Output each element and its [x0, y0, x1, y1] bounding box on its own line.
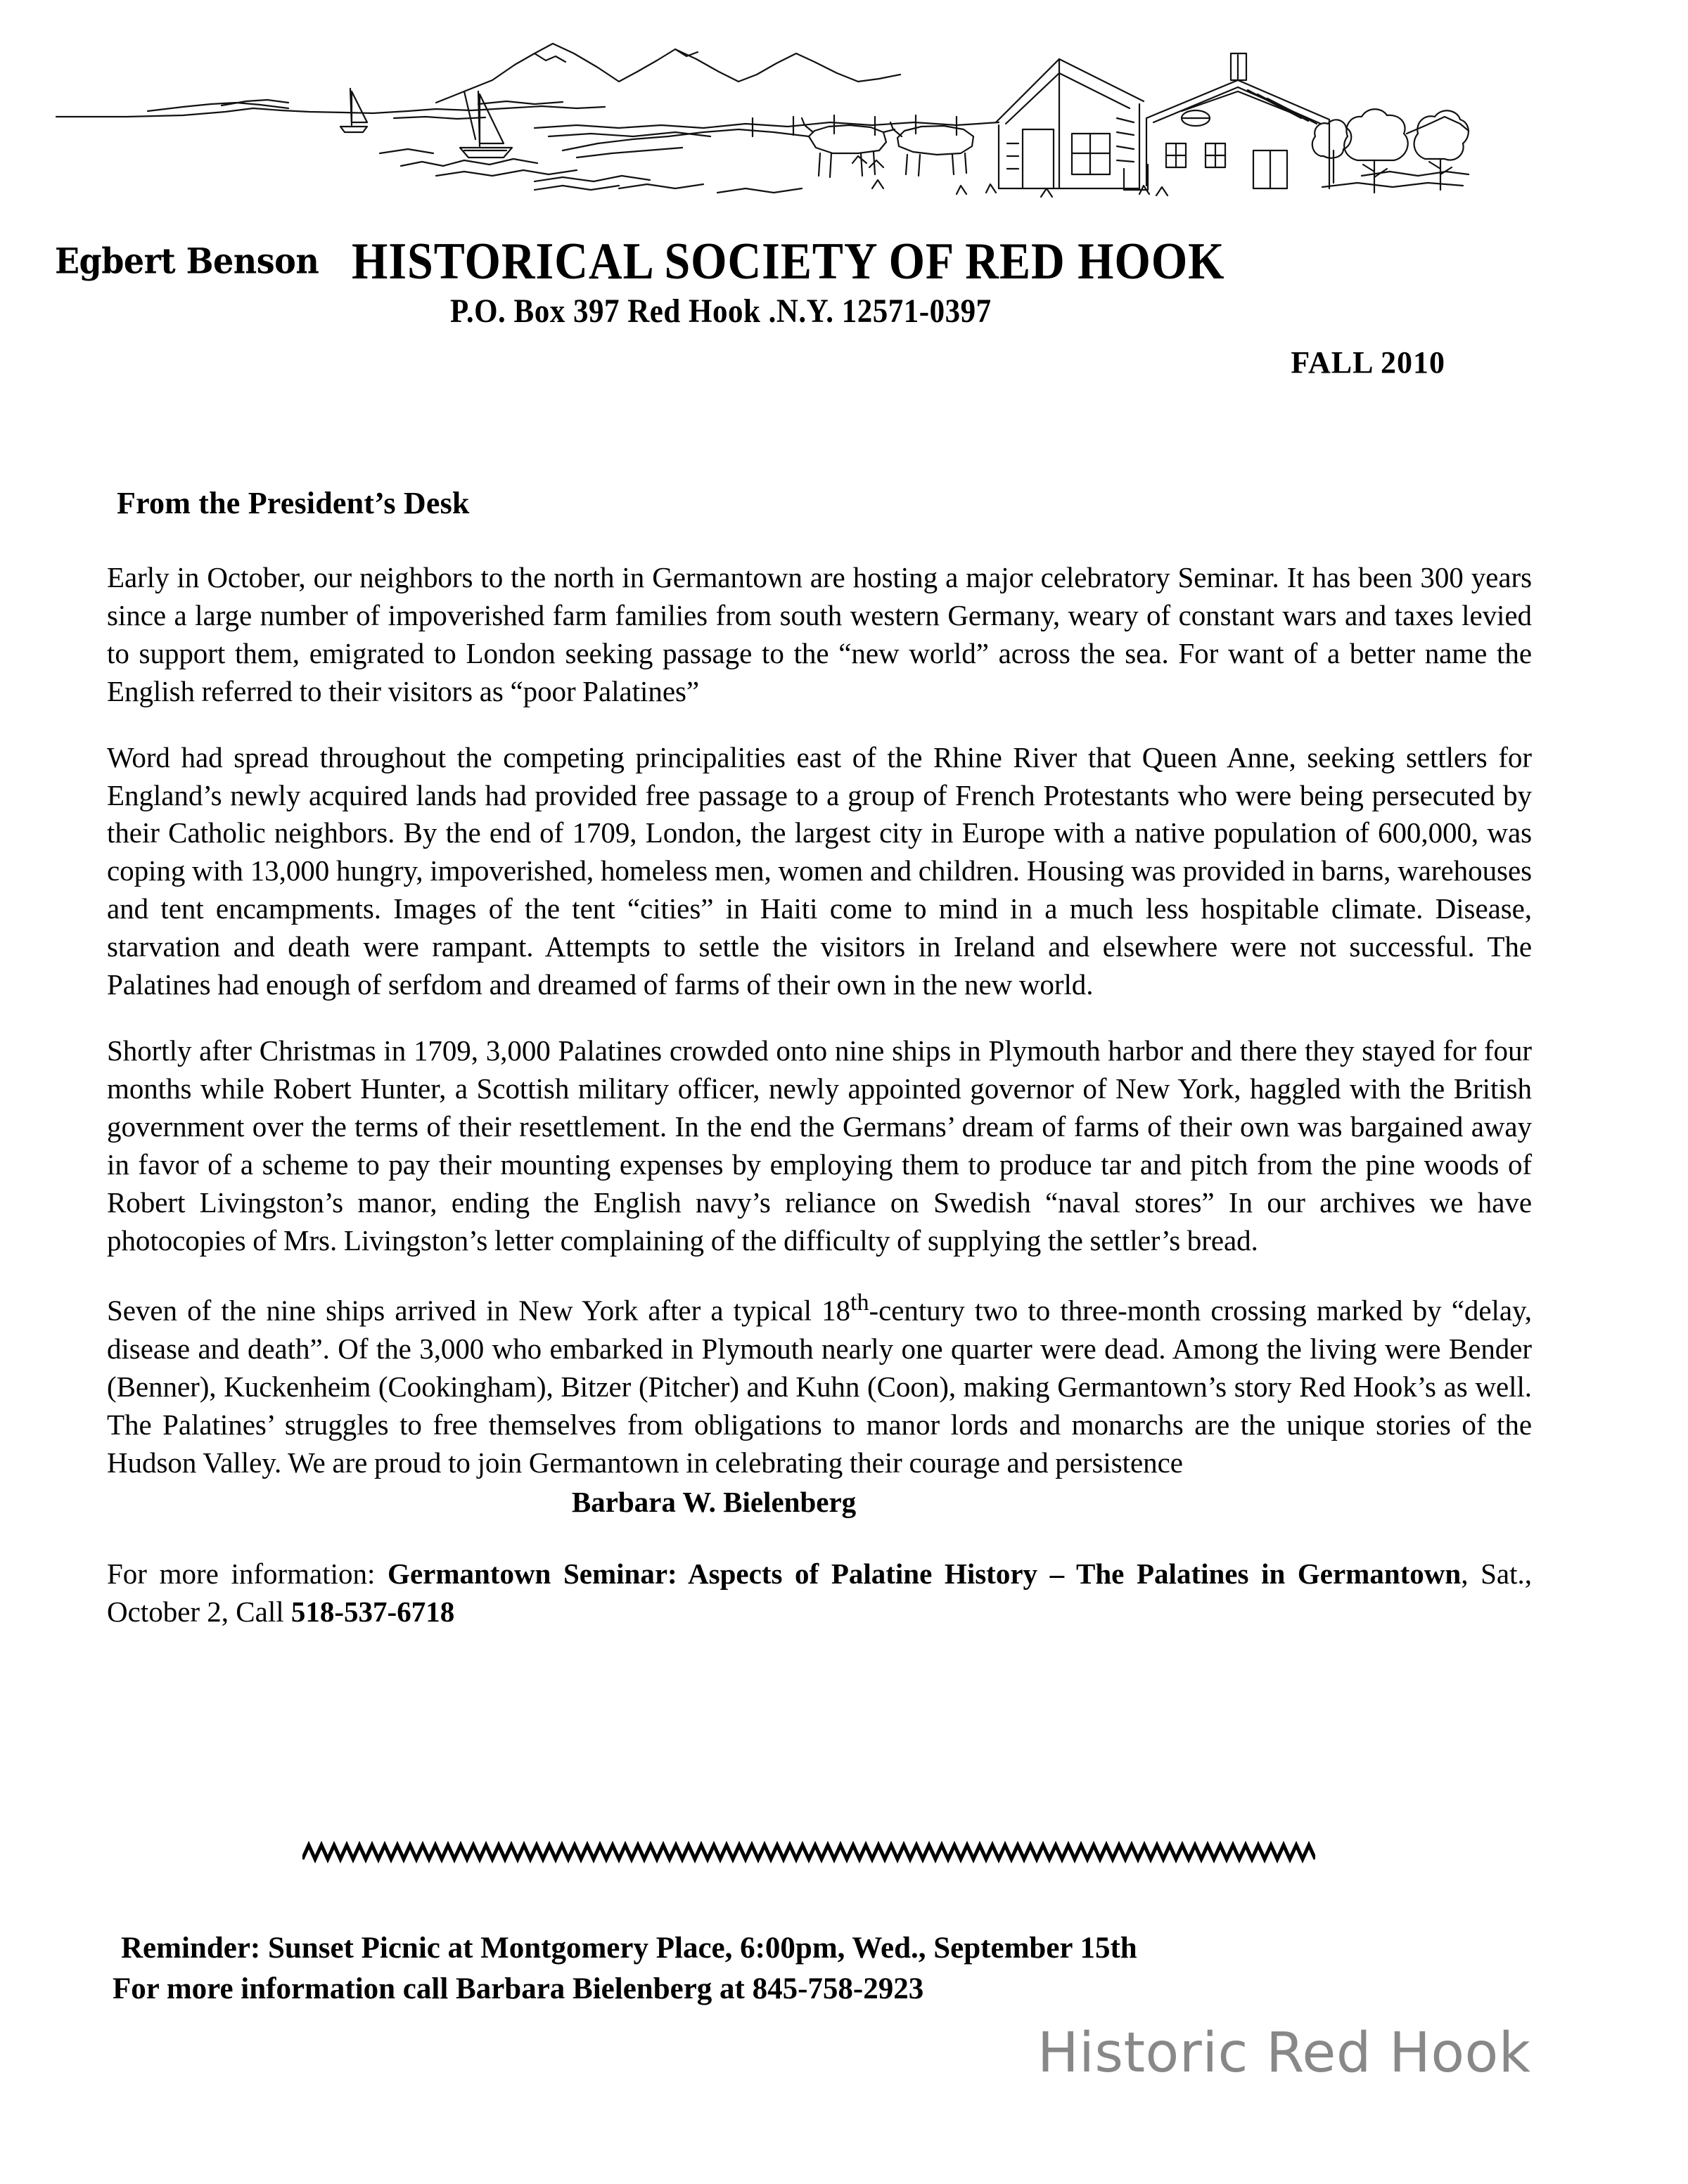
paragraph-3: Shortly after Christmas in 1709, 3,000 Palatines crowded onto nine ships in Plymouth harbor and there they stayed for four months while Robert Hunter, a Scottish military officer, newly appointed governor of New York, haggled with the British government over the terms of their resettlement. In the end the Germans’ dream of farms of their own was bargained away in favor of a scheme to pay their mounting expenses by employing them to produce tar and pitch from the pine woods of Robert Livingston’s manor, ending the English navy’s reliance on Swedish “naval stores” In our archives we have photocopies of Mrs. Livingston’s letter complaining of the difficulty of supplying the settler’s bread. [107, 1034, 1532, 1257]
zigzag-divider [302, 1835, 1315, 1870]
more-information-paragraph [107, 1555, 1532, 1631]
more-info-prefix: For more information: [107, 1557, 388, 1590]
masthead-prefix-name: Egbert Benson [55, 240, 319, 282]
paragraph-4-part1: Seven of the nine ships arrived in New York after a typical 18 [107, 1295, 851, 1328]
paragraph-4 [107, 1287, 1532, 1482]
watermark-label: Historic Red Hook [1037, 2022, 1531, 2085]
article-content [107, 485, 1532, 1631]
seminar-title: Germantown Seminar: Aspects of Palatine History – The Palatines in Germantown [388, 1557, 1462, 1590]
page-title: From the President’s Desk [117, 486, 470, 520]
reminder-contact-line: For more information call Barbara Bielenberg at 845-758-2923 [113, 1972, 924, 2005]
masthead-illustration [42, 13, 1470, 203]
reminder-event-line: Reminder: Sunset Picnic at Montgomery Place, 6:00pm, Wed., September 15th [121, 1932, 1137, 1965]
paragraph-4-part2: -century two to three-month crossing marked by “delay, disease and death”. Of the 3,000 who embarked in Plymouth nearly one quarter were dead. Among the living were Bender (Benner), Kuckenheim (Cookingham), Bitzer (Pitcher) and Kuhn (Coon), making Germantown’s story Red Hook’s as well. The Palatines’ struggles to free themselves from obligations to manor lords and monarchs are the unique stories of the Hudson Valley. We are proud to join Germantown in celebrating their courage and persistence [107, 1295, 1532, 1479]
paragraph-1: Early in October, our neighbors to the north in Germantown are hosting a major celebratory Seminar. It has been 300 years since a large number of impoverished farm families from south western Germany, weary of constant wars and taxes levied to support them, emigrated to London seeking passage to the “new world” across the sea. For want of a better name the English referred to their visitors as “poor Palatines” [107, 561, 1532, 707]
reminder-block [113, 1928, 1590, 2009]
masthead-address: P.O. Box 397 Red Hook .N.Y. 12571-0397 [450, 293, 992, 330]
ordinal-superscript: th [850, 1290, 869, 1316]
seminar-phone-number: 518-537-6718 [290, 1595, 455, 1628]
author-signature: Barbara W. Bielenberg [571, 1485, 857, 1518]
masthead-text-block [0, 232, 1688, 380]
paragraph-2: Word had spread throughout the competing principalities east of the Rhine River that Queen Anne, seeking settlers for England’s newly acquired lands had provided free passage to a group of French Protestants who were being persecuted by their Catholic neighbors. By the end of 1709, London, the largest city in Europe with a native population of 600,000, was coping with 13,000 hungry, impoverished, homeless men, women and children. Housing was provided in barns, warehouses and tent encampments. Images of the tent “cities” in Haiti come to mind in a much less hospitable climate. Disease, starvation and death were rampant. Attempts to settle the visitors in Ireland and elsewhere were not successful. The Palatines had enough of serfdom and dreamed of farms of their own in the new world. [107, 740, 1532, 1001]
issue-date: FALL 2010 [1291, 345, 1445, 380]
masthead-organization-title: HISTORICAL SOCIETY OF RED HOOK [352, 233, 1225, 290]
more-info-date: , Sat., October 2, Call [107, 1557, 1532, 1628]
